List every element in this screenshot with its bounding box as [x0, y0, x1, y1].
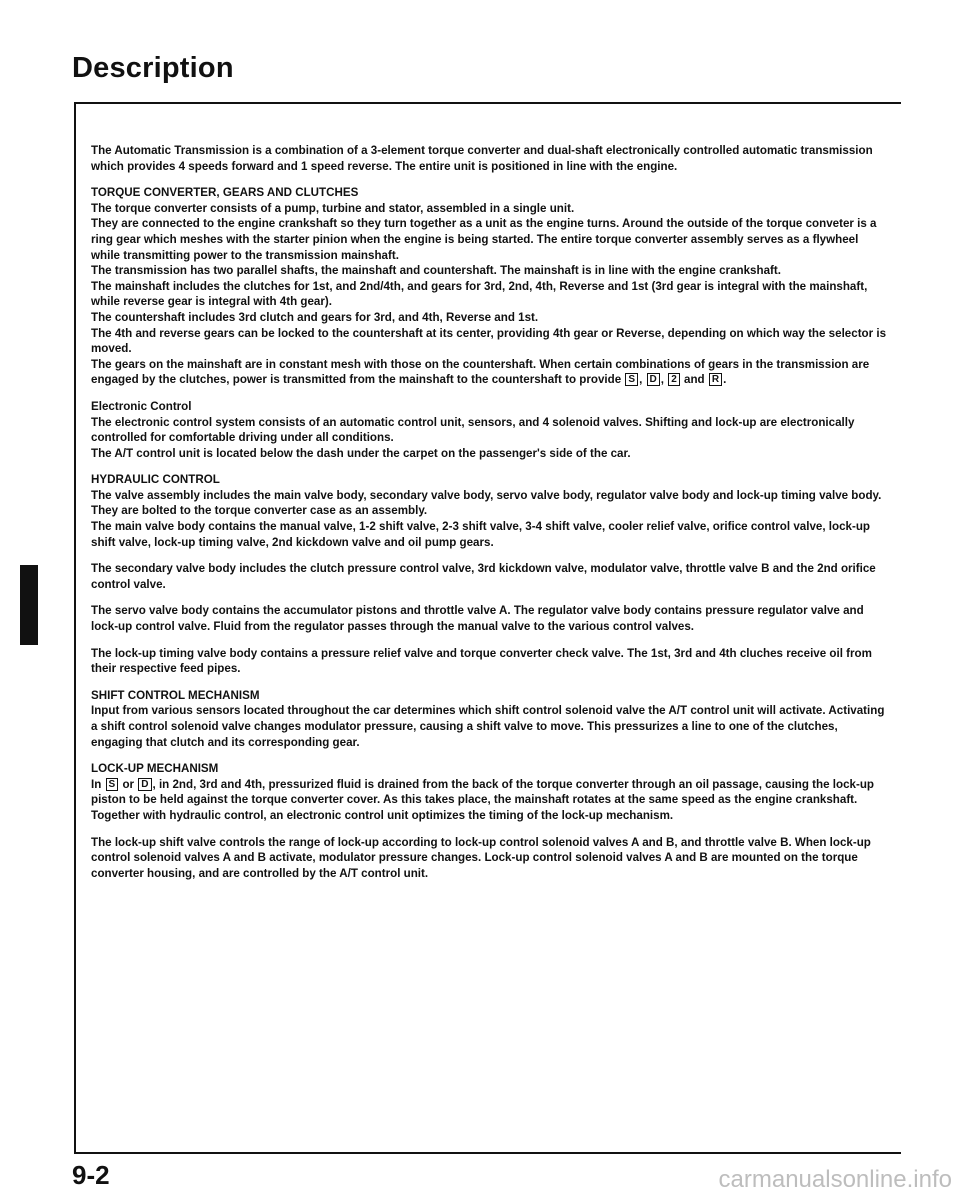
gear-symbol-s: S: [106, 778, 119, 791]
frame-bottom-rule: [74, 1152, 901, 1154]
servo-valve-paragraph: The servo valve body contains the accumulator pistons and throttle valve A. The regulator valve body contains pressure regulator valve and lock-up control valve. Fluid from the regulator passes through the manual valve to the various control valves.: [91, 604, 864, 634]
torque-line-1: The torque converter consists of a pump, turbine and stator, assembled in a single unit.: [91, 201, 575, 215]
section-tab-marker: [20, 565, 38, 645]
shift-control-section: [91, 688, 889, 750]
frame-left-rule: [74, 102, 76, 1154]
shift-control-text: Input from various sensors located throughout the car determines which shift control solenoid valve the A/T control unit will activate. Activating a shift control solenoid valve changes modulator pressure, causing a shift valve to move. This pressurizes a line to one of the clutches, engaging that clutch and its corresponding gear.: [91, 704, 885, 749]
torque-line-7-text: The gears on the mainshaft are in constant mesh with those on the countershaft. When certain combinations of gears in the transmission are engaged by the clutches, power is transmitted from the mainshaft to the countershaft to provide: [91, 357, 870, 387]
torque-line-4: The mainshaft includes the clutches for 1st, and 2nd/4th, and gears for 3rd, 2nd, 4th, Reverse and 1st (3rd gear is integral with the mainshaft, while reverse gear is integral with 4th gear).: [91, 279, 868, 309]
torque-line-7: The gears on the mainshaft are in constant mesh with those on the countershaft. When certain combinations of gears in the transmission are engaged by the clutches, power is transmitted from the mainshaft to the countershaft to provide S , D , 2 and R .: [91, 357, 870, 387]
torque-converter-section: [91, 185, 889, 388]
lockup-paragraph-2: The lock-up shift valve controls the range of lock-up according to lock-up control solenoid valves A and B, and throttle valve B. When lock-up control solenoid valves A and B activate, modulator pressure changes. Lock-up control solenoid valves A and B are mounted on the torque converter housing, and are controlled by the A/T control unit.: [91, 835, 871, 880]
gear-symbol-2: 2: [668, 373, 680, 386]
in-word: In: [91, 777, 102, 791]
gear-symbol-s: S: [625, 373, 638, 386]
electronic-line-1: The electronic control system consists of an automatic control unit, sensors, and 4 solenoid valves. Shifting and lock-up are electronically controlled for comfortable driving under all conditions.: [91, 415, 855, 445]
secondary-valve-paragraph: The secondary valve body includes the clutch pressure control valve, 3rd kickdown valve, modulator valve, throttle valve B and the 2nd orifice control valve.: [91, 562, 876, 591]
or-word: or: [122, 777, 135, 791]
frame-top-rule: [74, 102, 901, 104]
lockup-mechanism-section: [91, 761, 889, 881]
hydraulic-line-2: They are bolted to the torque converter case as an assembly.: [91, 504, 428, 518]
and-word: and: [684, 373, 705, 387]
shift-control-heading: SHIFT CONTROL MECHANISM: [91, 688, 260, 702]
gear-symbol-d: D: [647, 373, 660, 386]
lockup-timing-paragraph: The lock-up timing valve body contains a pressure relief valve and torque converter check valve. The 1st, 3rd and 4th cluches receive oil from their respective feed pipes.: [91, 646, 872, 676]
hydraulic-line-1: The valve assembly includes the main valve body, secondary valve body, servo valve body, regulator valve body and lock-up timing valve body.: [91, 488, 882, 502]
lockup-paragraph-1: [91, 777, 889, 824]
electronic-control-heading: Electronic Control: [91, 399, 192, 413]
torque-line-5: The countershaft includes 3rd clutch and gears for 3rd, and 4th, Reverse and 1st.: [91, 310, 539, 324]
description-body: [91, 143, 889, 881]
electronic-control-section: [91, 399, 889, 461]
hydraulic-control-section: [91, 472, 889, 677]
hydraulic-control-heading: HYDRAULIC CONTROL: [91, 473, 220, 487]
lockup-paragraph-1-text: , in 2nd, 3rd and 4th, pressurized fluid is drained from the back of the torque converter through an oil passage, causing the lock-up piston to be held against the torque converter cover. As this takes place, the mainshaft rotates at the same speed as the engine crankshaft. Together with hydraulic control, an electronic control unit optimizes the timing of the lock-up mechanism.: [91, 777, 875, 822]
hydraulic-line-3: The main valve body contains the manual valve, 1-2 shift valve, 2-3 shift valve, 3-4 shift valve, cooler relief valve, orifice control valve, lock-up shift valve, lock-up timing valve, 2nd kickdown valve and oil pump gears.: [91, 520, 871, 549]
watermark: carmanualsonline.info: [718, 1166, 952, 1193]
gear-symbol-d: D: [138, 778, 151, 791]
electronic-line-2: The A/T control unit is located below the dash under the carpet on the passenger's side of the car.: [91, 446, 631, 460]
torque-line-6: The 4th and reverse gears can be locked to the countershaft at its center, providing 4th gear or Reverse, depending on which way the selector is moved.: [91, 326, 887, 356]
intro-paragraph: The Automatic Transmission is a combination of a 3-element torque converter and dual-shaft electronically controlled automatic transmission which provides 4 speeds forward and 1 speed reverse. The entire unit is positioned in line with the engine.: [91, 144, 873, 173]
lockup-mechanism-heading: LOCK-UP MECHANISM: [91, 762, 219, 776]
torque-line-2: They are connected to the engine crankshaft so they turn together as a unit as the engine turns. Around the outside of the torque conveter is a ring gear which meshes with the starter pinion when the engine is being started. The entire torque converter assembly serves as a flywheel while transmitting power to the transmission mainshaft.: [91, 217, 877, 262]
gear-symbol-r: R: [709, 373, 722, 386]
torque-line-3: The transmission has two parallel shafts, the mainshaft and countershaft. The mainshaft is in line with the engine crankshaft.: [91, 264, 781, 278]
torque-converter-heading: TORQUE CONVERTER, GEARS AND CLUTCHES: [91, 186, 359, 200]
page-title: Description: [72, 52, 234, 84]
page-number: 9-2: [72, 1160, 110, 1190]
